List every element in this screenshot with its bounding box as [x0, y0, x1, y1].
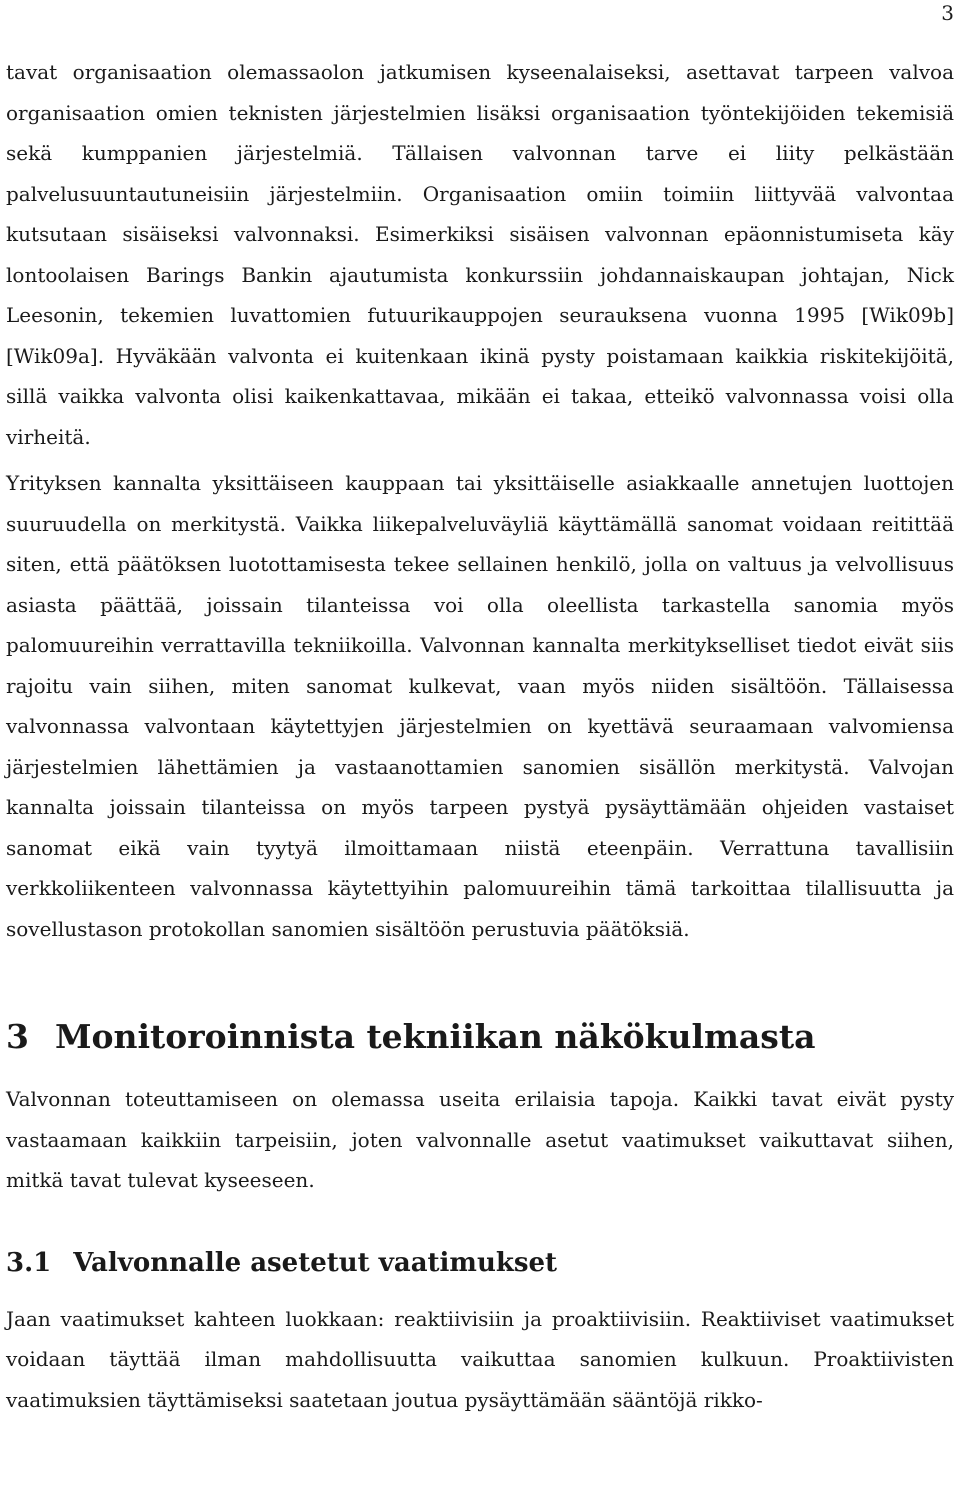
subsection-paragraph: Jaan vaatimukset kahteen luokkaan: reaktiivisiin ja proaktiivisiin. Reaktiiviset vaatimukset voidaan täyttää ilman mahdollisuutta vaikuttaa sanomien kulkuun. Proaktiivisten vaatimuksien täyttämiseksi saatetaan joutua pysäyttämään sääntöjä rikko- — [6, 1306, 954, 1412]
subsection-heading — [6, 1245, 954, 1281]
body-paragraph: tavat organisaation olemassaolon jatkumisen kyseenalaiseksi, asettavat tarpeen valvoa organisaation omien teknisten järjestelmien lisäksi organisaation työntekijöiden tekemisiä sekä kumppanien järjestelmiä. Tällaisen valvonnan tarve ei liity pelkästään palvelusuuntautuneisiin järjestelmiin. Organisaation omiin toimiin liittyvää valvontaa kutsutaan sisäiseksi valvonnaksi. Esimerkiksi sisäisen valvonnan epäonnistumiseta käy lontoolaisen Barings Bankin ajautumista konkurssiin johdannaiskaupan johtajan, Nick Leesonin, tekemien luvattomien futuurikauppojen seurauksena vuonna 1995 [Wik09b] [Wik09a]. Hyväkään valvonta ei kuitenkaan ikinä pysty poistamaan kaikkia riskitekijöitä, sillä vaikka valvonta olisi kaikenkattavaa, mikään ei takaa, etteikö valvonnassa voisi olla virheitä. — [6, 60, 954, 449]
subsection-title: Valvonnalle asetetut vaatimukset — [73, 1247, 558, 1278]
subsection-number: 3.1 — [6, 1247, 52, 1278]
section-number: 3 — [6, 1017, 29, 1056]
section-title: Monitoroinnista tekniikan näkökulmasta — [54, 1017, 816, 1056]
section-paragraph: Valvonnan toteuttamiseen on olemassa useita erilaisia tapoja. Kaikki tavat eivät pysty vastaamaan kaikkiin tarpeisiin, joten valvonnalle asetut vaatimukset vaikuttavat siihen, mitkä tavat tulevat kyseeseen. — [6, 1087, 954, 1192]
document-body — [6, 52, 954, 1420]
page-number: 3 — [941, 1, 954, 25]
body-paragraph: Yrityksen kannalta yksittäiseen kauppaan tai yksittäiselle asiakkaalle annetujen luottojen suuruudella on merkitystä. Vaikka liikepalveluväyliä käyttämällä sanomat voidaan reitittää siten, että päätöksen luotottamisesta tekee sellainen henkilö, jolla on valtuus ja velvollisuus asiasta päättää, joissain tilanteissa voi olla oleellista tarkastella sanomia myös palomuureihin verrattavilla tekniikoilla. Valvonnan kannalta merkitykselliset tiedot eivät siis rajoitu vain siihen, miten sanomat kulkevat, vaan myös niiden sisältöön. Tällaisessa valvonnassa valvontaan käytettyjen järjestelmien on kyettävä seuraamaan valvomiensa järjestelmien lähettämien ja vastaanottamien sanomien sisällön merkitystä. Valvojan kannalta joissain tilanteissa on myös tarpeen pystyä pysäyttämään ohjeiden vastaiset sanomat eikä vain tyytyä ilmoittamaan niistä eteenpäin. Verrattuna tavallisiin verkkoliikenteen valvonnassa käytettyihin palomuureihin tämä tarkoittaa tilallisuutta ja sovellustason protokollan sanomien sisältöön perustuvia päätöksiä. — [6, 471, 954, 941]
section-heading — [6, 1015, 954, 1059]
